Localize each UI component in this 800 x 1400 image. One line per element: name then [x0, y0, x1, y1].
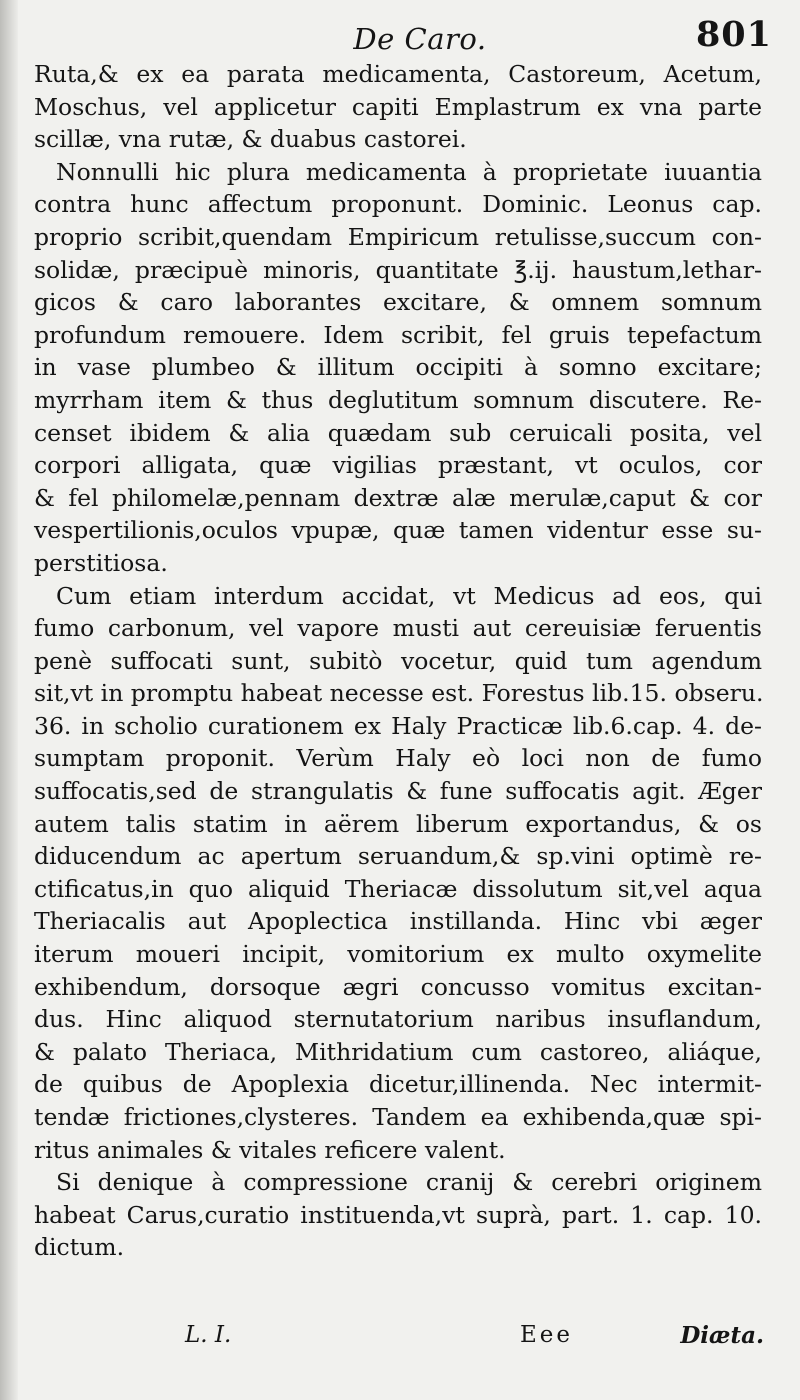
text-line: ctificatus,in quo aliquid Theriacæ dissolutum sit,vel aqua [34, 874, 762, 903]
text-line: sumptam proponit. Verùm Haly eò loci non de fumo [34, 744, 762, 773]
paragraph-1 [34, 58, 762, 156]
text-line: de quibus de Apoplexia dicetur,illinenda. Nec intermit- [34, 1070, 762, 1099]
body-text [34, 58, 762, 1264]
text-line: corpori alligata, quæ vigilias præstant, vt oculos, cor [34, 451, 762, 480]
text-line: penè suffocati sunt, subitò vocetur, quid tum agendum [34, 646, 762, 675]
catchword: Diæta. [680, 1322, 764, 1349]
text-line: profundum remouere. Idem scribit, fel gruis tepefactum [34, 320, 762, 349]
text-line: tendæ frictiones,clysteres. Tandem ea exhibenda,quæ spi- [34, 1103, 762, 1131]
text-line: autem talis statim in aërem liberum exportandus, & os [34, 809, 762, 838]
paragraph-2 [34, 156, 762, 580]
text-line: censet ibidem & alia quædam sub ceruicali posita, vel [34, 418, 762, 447]
page-gutter-shadow [0, 0, 18, 1400]
text-line: sit,vt in promptu habeat necesse est. Forestus lib.15. obseru. [34, 679, 764, 708]
text-line: Ruta,& ex ea parata medicamenta, Castoreum, Acetum, [34, 60, 762, 88]
text-line: dictum. [34, 1233, 125, 1262]
text-line: iterum moueri incipit, vomitorium ex multo oxymelite [34, 940, 762, 969]
text-line: gicos & caro laborantes excitare, & omnem somnum [34, 288, 762, 317]
text-line: scillæ, vna rutæ, & duabus castorei. [34, 125, 467, 154]
running-head [30, 14, 772, 58]
gathering-signature: Eee [520, 1322, 574, 1348]
text-line: Cum etiam interdum accidat, vt Medicus ad eos, qui [56, 581, 762, 610]
text-line: ritus animales & vitales reficere valent. [34, 1135, 506, 1164]
text-line: contra hunc affectum proponunt. Dominic. Leonus cap. [34, 190, 762, 219]
paragraph-4 [34, 1166, 762, 1264]
text-line: proprio scribit,quendam Empiricum retulisse,succum con- [34, 222, 762, 251]
text-line: Nonnulli hic plura medicamenta à proprietate iuuantia [56, 157, 762, 186]
page-footer [30, 1322, 764, 1354]
text-line: exhibendum, dorsoque ægri concusso vomitus excitan- [34, 972, 762, 1001]
text-line: solidæ, præcipuè minoris, quantitate ℥.ij. haustum,lethar- [34, 255, 762, 284]
text-line: dus. Hinc aliquod sternutatorium naribus insuflandum, [34, 1005, 762, 1034]
text-line: Theriacalis aut Apoplectica instillanda. Hinc vbi æger [34, 907, 762, 936]
text-line: fumo carbonum, vel vapore musti aut cereuisiæ feruentis [34, 614, 762, 643]
text-line: in vase plumbeo & illitum occipiti à somno excitare; [34, 353, 762, 382]
text-line: & fel philomelæ,pennam dextræ alæ merulæ,caput & cor [34, 483, 762, 512]
signature-mark: L. I. [185, 1322, 232, 1348]
text-line: vespertilionis,oculos vpupæ, quæ tamen videntur esse su- [34, 516, 762, 545]
text-line: diducendum ac apertum seruandum,& sp.vini optimè re- [34, 842, 762, 871]
text-line: 36. in scholio curationem ex Haly Practicæ lib.6.cap. 4. de- [34, 711, 762, 740]
text-line: Si denique à compressione cranij & cerebri originem [56, 1168, 762, 1197]
text-line: habeat Carus,curatio instituenda,vt suprà, part. 1. cap. 10. [34, 1200, 762, 1229]
text-line: myrrham item & thus deglutitum somnum discutere. Re- [34, 385, 762, 414]
text-line: perstitiosa. [34, 548, 168, 577]
paragraph-3 [34, 580, 762, 1167]
page-number: 801 [695, 14, 772, 55]
text-line: & palato Theriaca, Mithridatium cum castoreo, aliáque, [34, 1037, 762, 1066]
text-line: suffocatis,sed de strangulatis & fune suffocatis agit. Æger [34, 777, 762, 806]
running-title: De Caro. [353, 22, 487, 56]
text-line: Moschus, vel applicetur capiti Emplastrum ex vna parte [34, 92, 762, 121]
